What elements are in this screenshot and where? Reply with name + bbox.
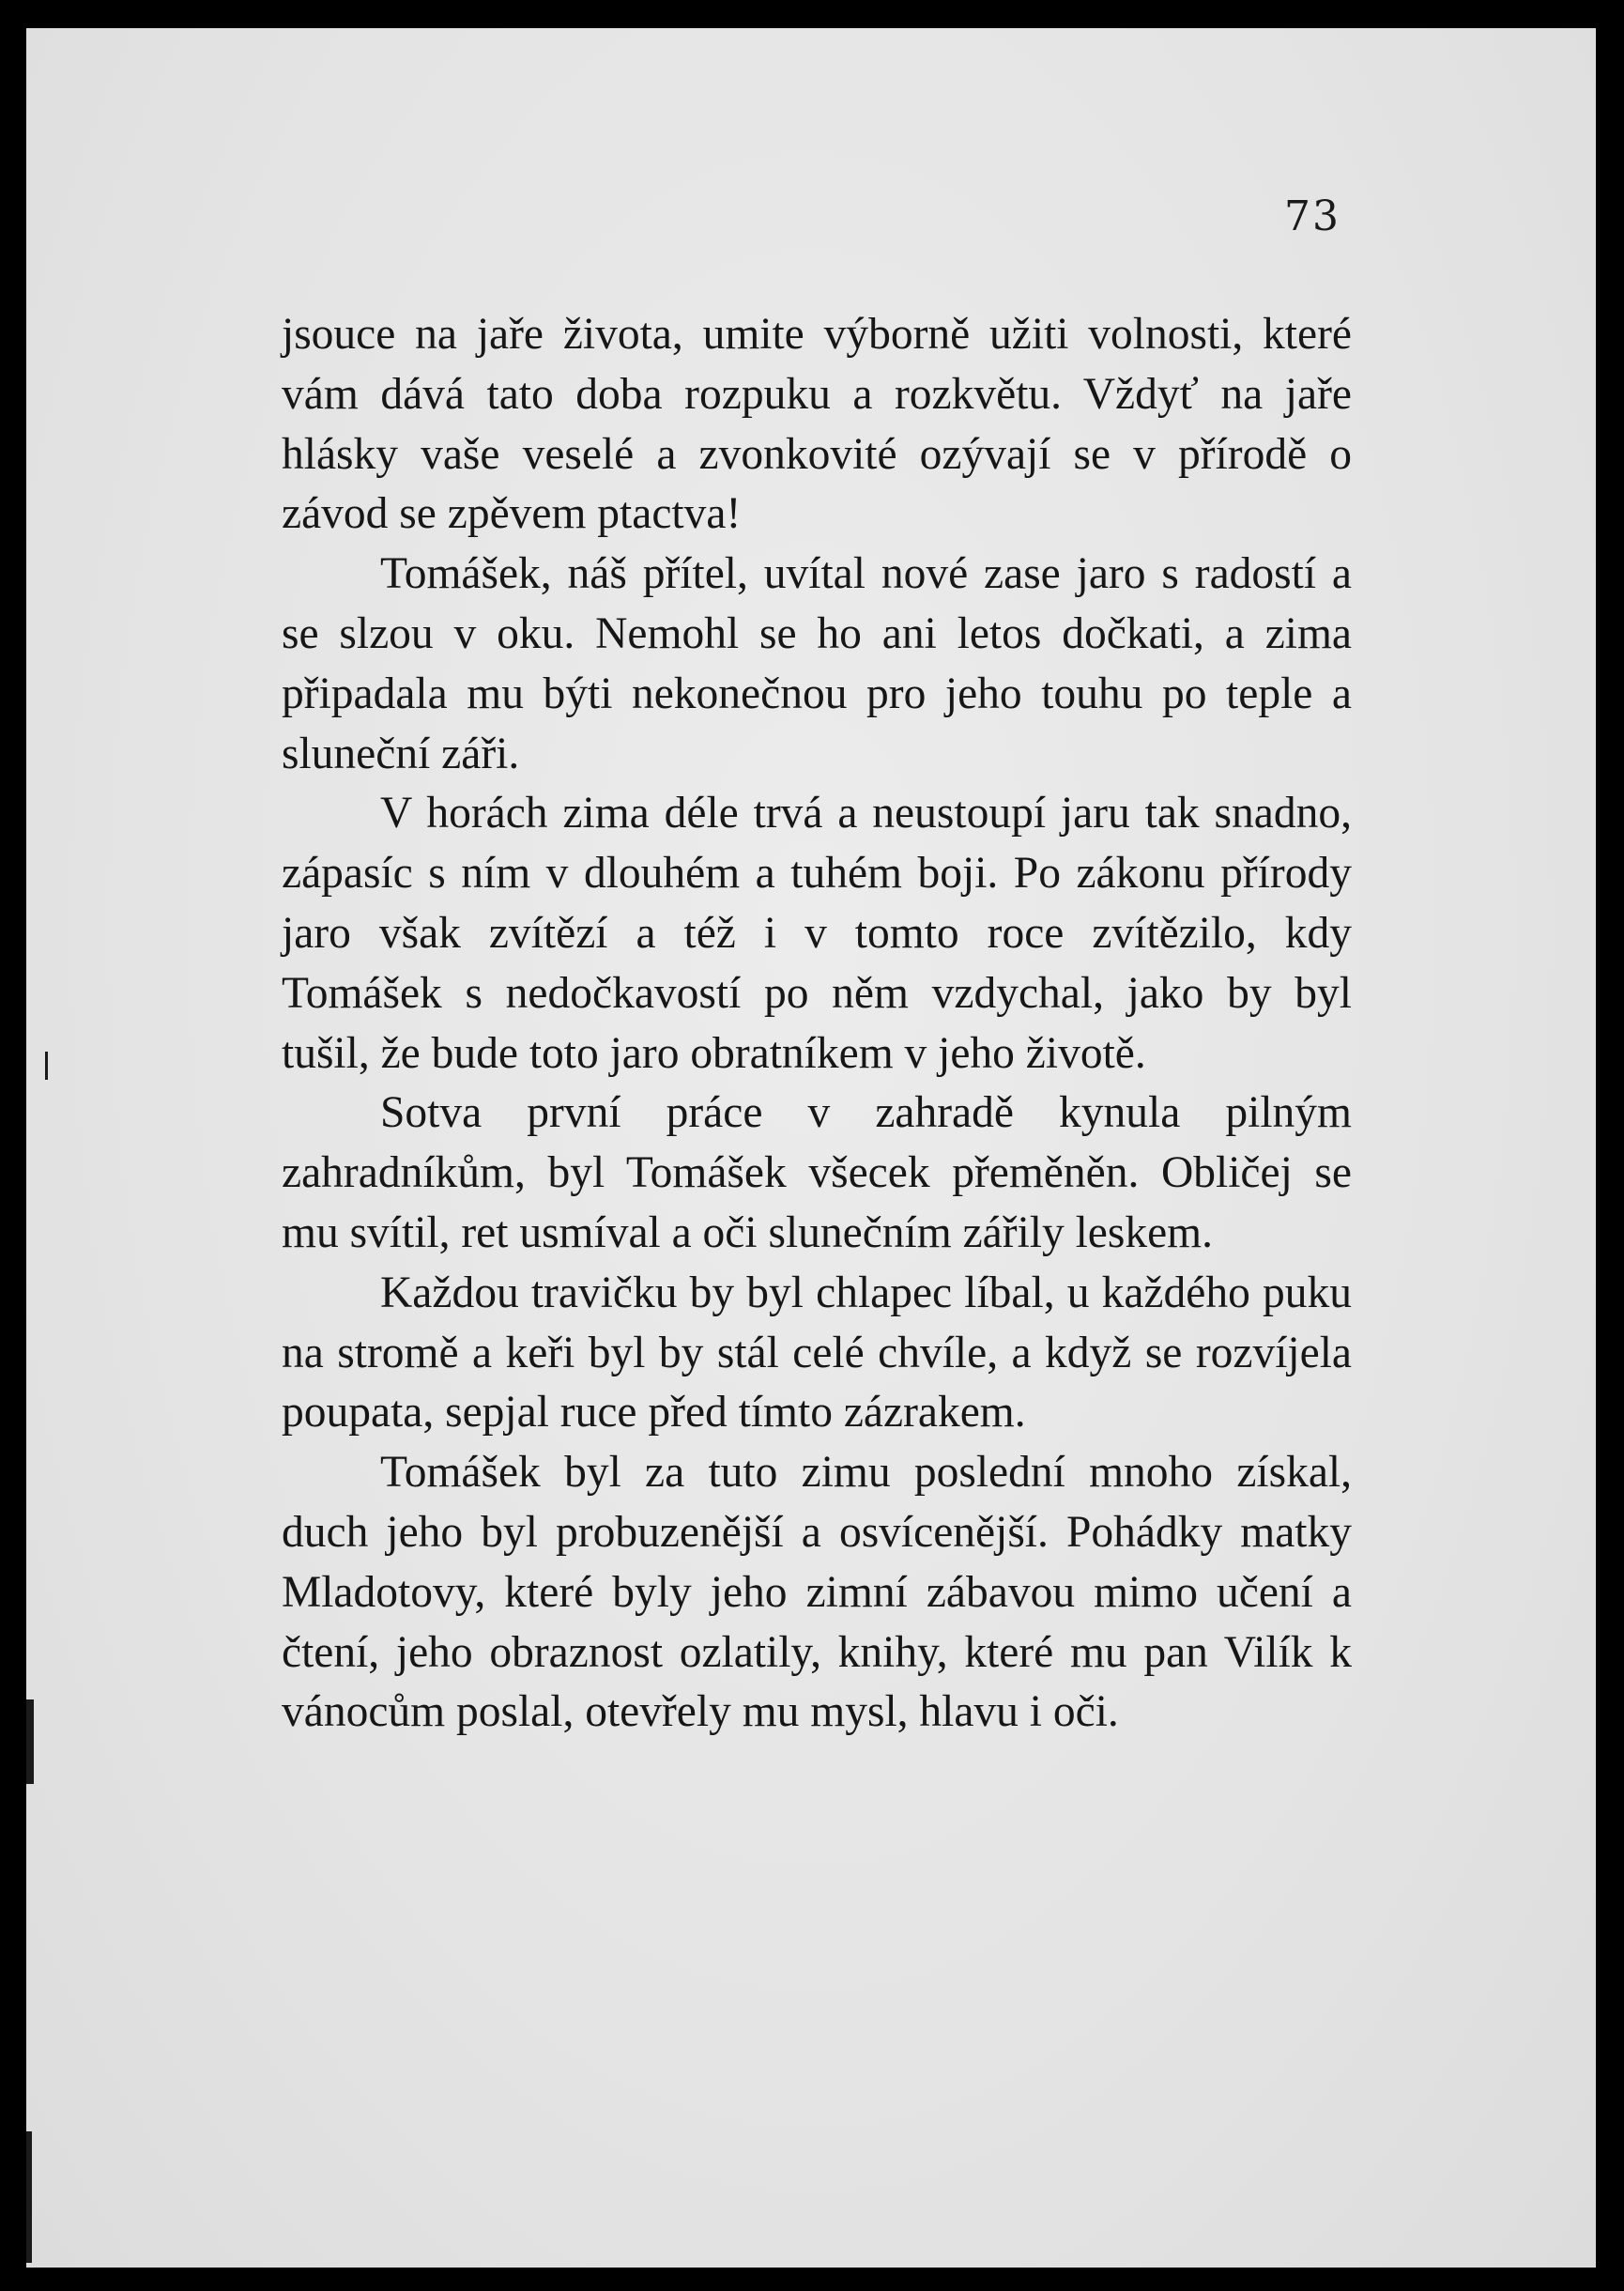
paragraph-5: Každou travičku by byl chlapec líbal, u každého puku na stromě a keři byl by stál celé chvíle, a když se rozvíjela poupata, sepjal ruce před tímto zázrakem.: [282, 1268, 1352, 1438]
book-page: [26, 28, 1596, 2268]
paragraph-6: Tomášek byl za tuto zimu poslední mnoho získal, duch jeho byl probuzenější a osvícenější. Pohádky matky Mladotovy, které byly jeho zimní zábavou mimo učení a čtení, jeho obraznost ozlatily, knihy, které mu pan Vilík k vánocům poslal, otevřely mu mysl, hlavu i oči.: [282, 1448, 1352, 1737]
binding-shadow-mark: [45, 1052, 48, 1080]
body-text: [282, 305, 1352, 1743]
paragraph-4: Sotva první práce v zahradě kynula pilným zahradníkům, byl Tomášek všecek přeměněn. Obličej se mu svítil, ret usmíval a oči slunečním zářily leskem.: [282, 1088, 1352, 1257]
paragraph-3: V horách zima déle trvá a neustoupí jaru tak snadno, zápasíc s ním v dlouhém a tuhém boji. Po zákonu přírody jaro však zvítězí a též i v tomto roce zvítězilo, kdy Tomášek s nedočkavostí po něm vzdychal, jako by byl tušil, že bude toto jaro obratníkem v jeho životě.: [282, 789, 1352, 1078]
page-number: 73: [1284, 192, 1341, 240]
binding-shadow-mark: [26, 1699, 34, 1784]
paragraph-2: Tomášek, náš přítel, uvítal nové zase jaro s radostí a se slzou v oku. Nemohl se ho ani letos dočkati, a zima připadala mu býti nekonečnou pro jeho touhu po teple a sluneční záři.: [282, 549, 1352, 778]
paragraph-1: jsouce na jaře života, umite výborně užiti volnosti, které vám dává tato doba rozpuku a rozkvětu. Vždyť na jaře hlásky vaše veselé a zvonkovité ozývají se v přírodě o závod se zpěvem ptactva!: [282, 310, 1352, 539]
binding-shadow-mark: [26, 2131, 32, 2263]
